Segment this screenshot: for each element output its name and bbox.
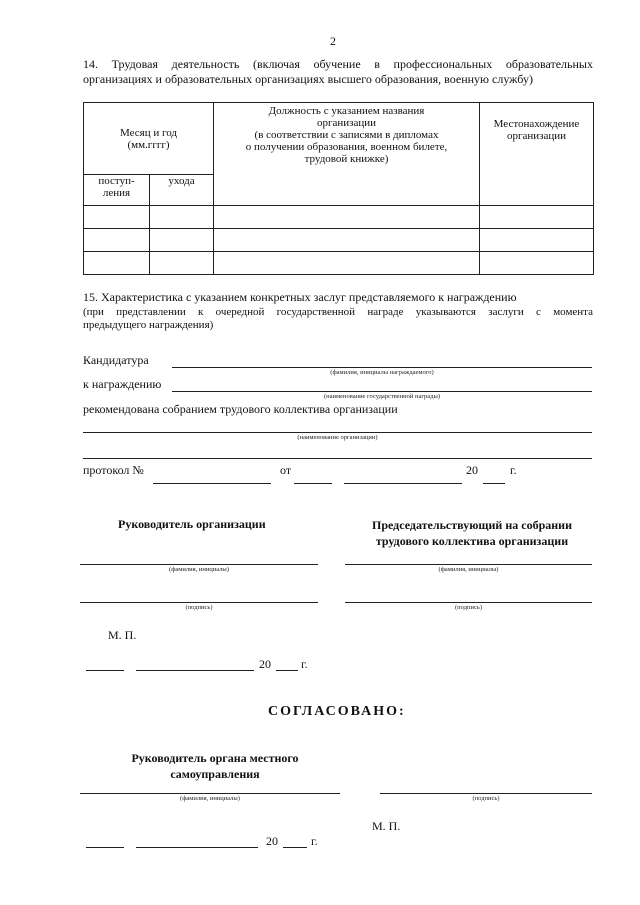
protocol-month-field[interactable] — [344, 483, 462, 484]
agreed-year-suffix: г. — [311, 834, 318, 848]
col-location-header: Местонахождение организации — [480, 103, 594, 206]
agreed-name-caption: (фамилия, инициалы) — [180, 795, 240, 802]
protocol-label: протокол № — [83, 463, 144, 477]
table-cell[interactable] — [480, 252, 594, 275]
candidate-name-field[interactable] — [172, 367, 592, 368]
employment-table — [83, 102, 594, 275]
section15-heading-line1: 15. Характеристика с указанием конкретных заслуг представляемого к награждению — [83, 290, 517, 304]
local-government-head-title: Руководитель органа местного самоуправления — [131, 751, 299, 781]
agreed-name-field[interactable] — [80, 793, 340, 794]
chair-name-field[interactable] — [345, 564, 592, 565]
protocol-year-suffix: г. — [510, 463, 517, 477]
award-name-caption: (наименование государственной награды) — [323, 393, 441, 400]
page-number: 2 — [330, 34, 336, 48]
table-cell[interactable] — [214, 229, 480, 252]
table-cell[interactable] — [84, 229, 150, 252]
sign-year-prefix: 20 — [259, 657, 271, 671]
sub-out-header: ухода — [150, 175, 214, 206]
sign-month-field[interactable] — [136, 670, 254, 671]
agreed-year-prefix: 20 — [266, 834, 278, 848]
table-row — [84, 206, 594, 229]
head-name-field[interactable] — [80, 564, 318, 565]
chair-signature-field[interactable] — [345, 602, 592, 603]
table-cell[interactable] — [84, 252, 150, 275]
protocol-day-field[interactable] — [294, 483, 332, 484]
award-label: к награждению — [83, 377, 162, 391]
stamp-label: М. П. — [108, 628, 137, 642]
table-cell[interactable] — [480, 206, 594, 229]
table-cell[interactable] — [214, 252, 480, 275]
sub-in-header: поступ- ления — [84, 175, 150, 206]
agreed-stamp-label: М. П. — [372, 819, 401, 833]
recommended-text: рекомендована собранием трудового коллектива организации — [83, 402, 398, 416]
head-name-caption: (фамилия, инициалы) — [169, 566, 229, 573]
organization-name-caption: (наименование организации) — [297, 434, 378, 441]
chairman-title: Председательствующий на собрании трудового коллектива организации — [371, 518, 573, 548]
section15-heading-line3: предыдущего награждения) — [83, 319, 214, 331]
protocol-year-prefix: 20 — [466, 463, 478, 477]
protocol-from-label: от — [280, 463, 292, 477]
protocol-number-field[interactable] — [153, 483, 271, 484]
table-row — [84, 229, 594, 252]
organization-name-field[interactable] — [83, 432, 592, 433]
candidacy-label: Кандидатура — [83, 353, 149, 367]
table-cell[interactable] — [150, 206, 214, 229]
sign-year-suffix: г. — [301, 657, 308, 671]
col-date-header: Месяц и год (мм.гггг) — [84, 103, 214, 175]
candidate-name-caption: (фамилия, инициалы награждаемого) — [330, 369, 434, 376]
section14-heading-line2: организациях и образовательных организациях высшего образования, военную службу) — [83, 72, 533, 86]
col-position-header: Должность с указанием названия организации (в соответствии с записями в дипломах о получении образования, военном билете, трудовой книжке) — [214, 103, 480, 206]
protocol-year-field[interactable] — [483, 483, 505, 484]
agreed-month-field[interactable] — [136, 847, 258, 848]
agreed-year-field[interactable] — [283, 847, 307, 848]
head-signature-field[interactable] — [80, 602, 318, 603]
chair-signature-caption: (подпись) — [455, 604, 482, 611]
agreed-day-field[interactable] — [86, 847, 124, 848]
sign-year-field[interactable] — [276, 670, 298, 671]
award-name-field[interactable] — [172, 391, 592, 392]
table-cell[interactable] — [480, 229, 594, 252]
agreed-title: СОГЛАСОВАНО: — [268, 704, 406, 719]
sign-day-field[interactable] — [86, 670, 124, 671]
section15-heading-line2: (при представлении к очередной государственной награде указываются заслуги с момента — [83, 306, 593, 318]
table-cell[interactable] — [150, 229, 214, 252]
table-row — [84, 252, 594, 275]
agreed-signature-caption: (подпись) — [472, 795, 500, 802]
table-cell[interactable] — [150, 252, 214, 275]
agreed-signature-field[interactable] — [380, 793, 592, 794]
chair-name-caption: (фамилия, инициалы) — [438, 566, 499, 573]
organization-name-field-2[interactable] — [83, 458, 592, 459]
table-cell[interactable] — [214, 206, 480, 229]
head-of-organization-title: Руководитель организации — [118, 517, 266, 531]
section14-heading-line1: 14. Трудовая деятельность (включая обучение в профессиональных образовательных — [83, 57, 593, 71]
head-signature-caption: (подпись) — [185, 604, 213, 611]
table-cell[interactable] — [84, 206, 150, 229]
